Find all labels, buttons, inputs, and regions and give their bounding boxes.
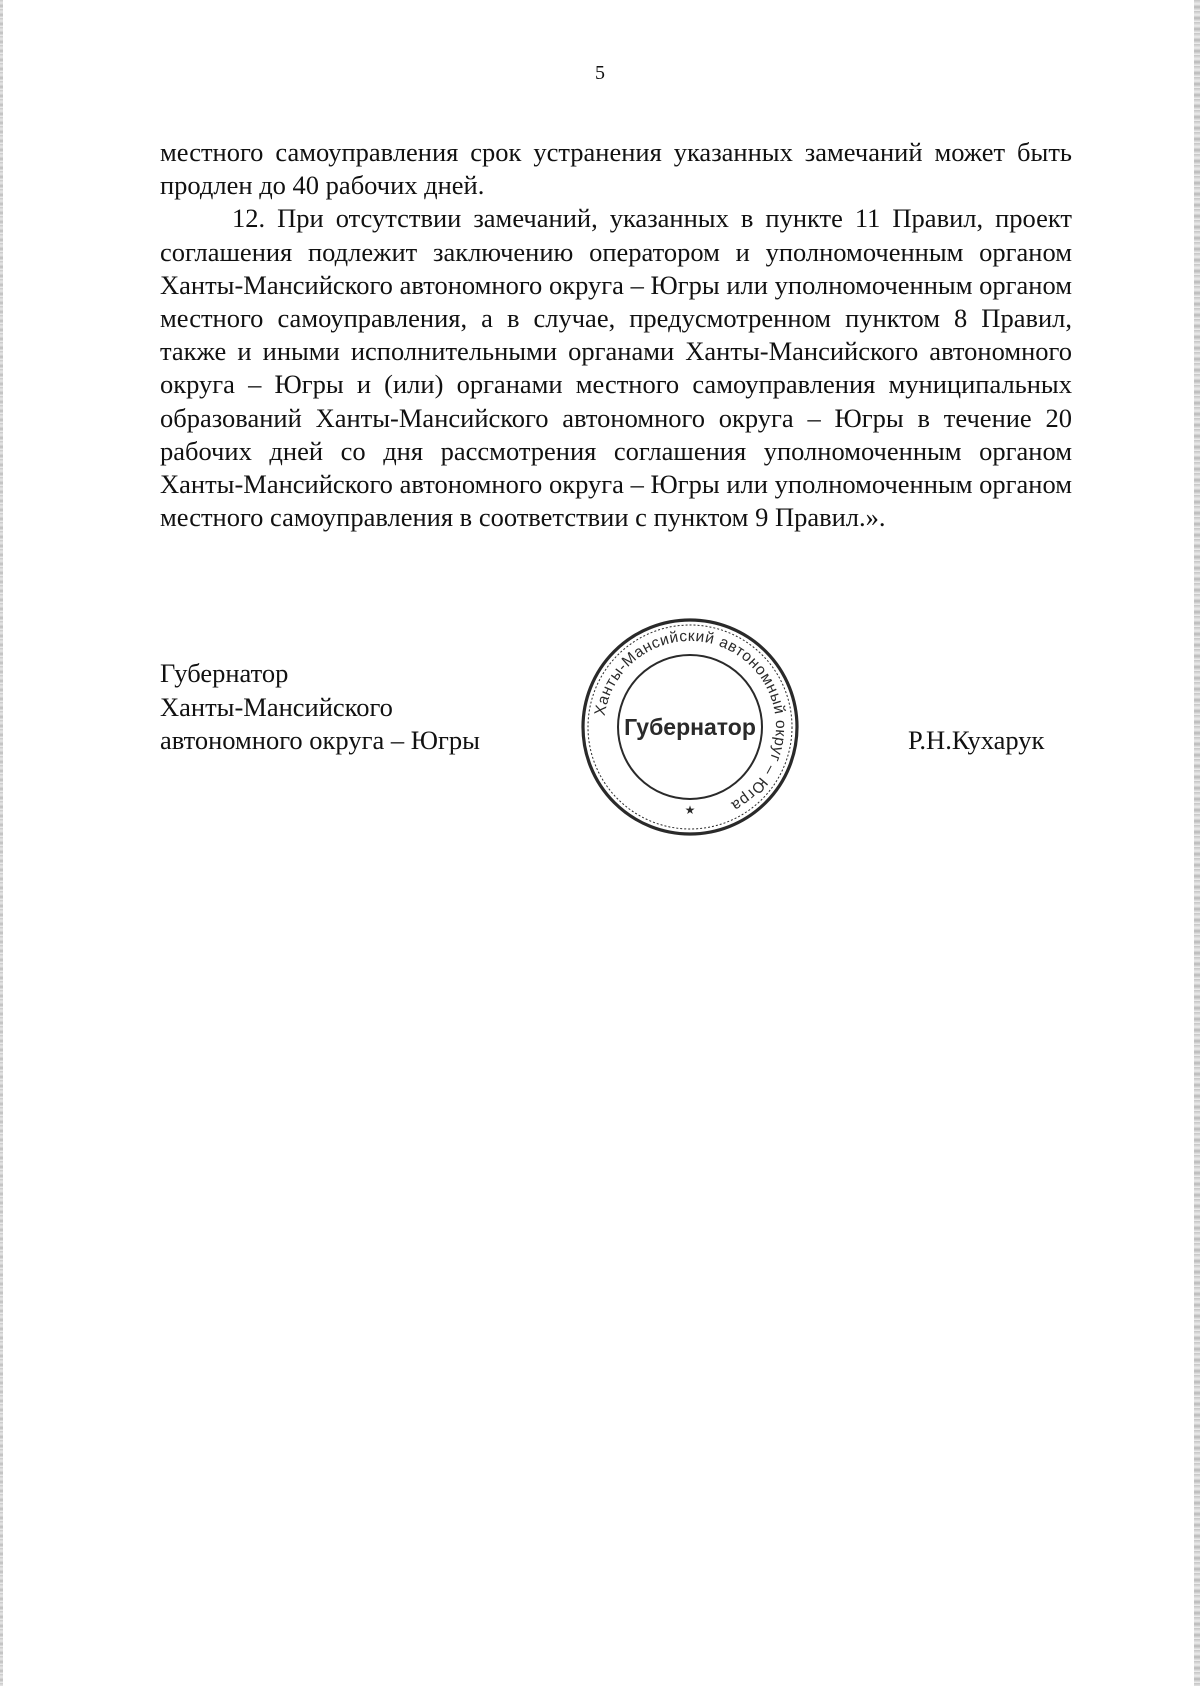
official-seal-stamp xyxy=(577,614,803,840)
scan-edge-right xyxy=(1194,0,1200,1686)
paragraph-12: 12. При отсутствии замечаний, указанных в пункте 11 Правил, проект соглашения подлежит заключению оператором и уполномоченным органом Ханты-Мансийского автономного округа – Югры или уполномоченным органом местного самоуправления, а в случае, предусмотренном пунктом 8 Правил, также и иными исполнительными органами Ханты-Мансийского автономного округа – Югры и (или) органами местного самоуправления муниципальных образований Ханты-Мансийского автономного округа – Югры в течение 20 рабочих дней со дня рассмотрения соглашения уполномоченным органом Ханты-Мансийского автономного округа – Югры или уполномоченным органом местного самоуправления в соответствии с пунктом 9 Правил.». xyxy=(160,203,1072,533)
seal-star-icon: ★ xyxy=(684,803,696,817)
seal-ring-text: Ханты-Мансийский автономный округ – Югра xyxy=(591,627,790,815)
seal-center-text: Губернатор xyxy=(624,714,756,740)
page-number: 5 xyxy=(595,62,605,84)
signature-title-line2: Ханты-Мансийского xyxy=(160,691,393,722)
signature-title-block xyxy=(160,657,480,758)
signature-title-line1: Губернатор xyxy=(160,658,289,688)
signatory-name: Р.Н.Кухарук xyxy=(908,725,1045,755)
document-body xyxy=(160,136,1072,534)
paragraph-continuation: местного самоуправления срок устранения указанных замечаний может быть продлен до 40 рабочих дней. xyxy=(160,137,1072,201)
signature-title-line3: автономного округа – Югры xyxy=(160,725,480,755)
scan-edge-left xyxy=(0,0,3,1686)
